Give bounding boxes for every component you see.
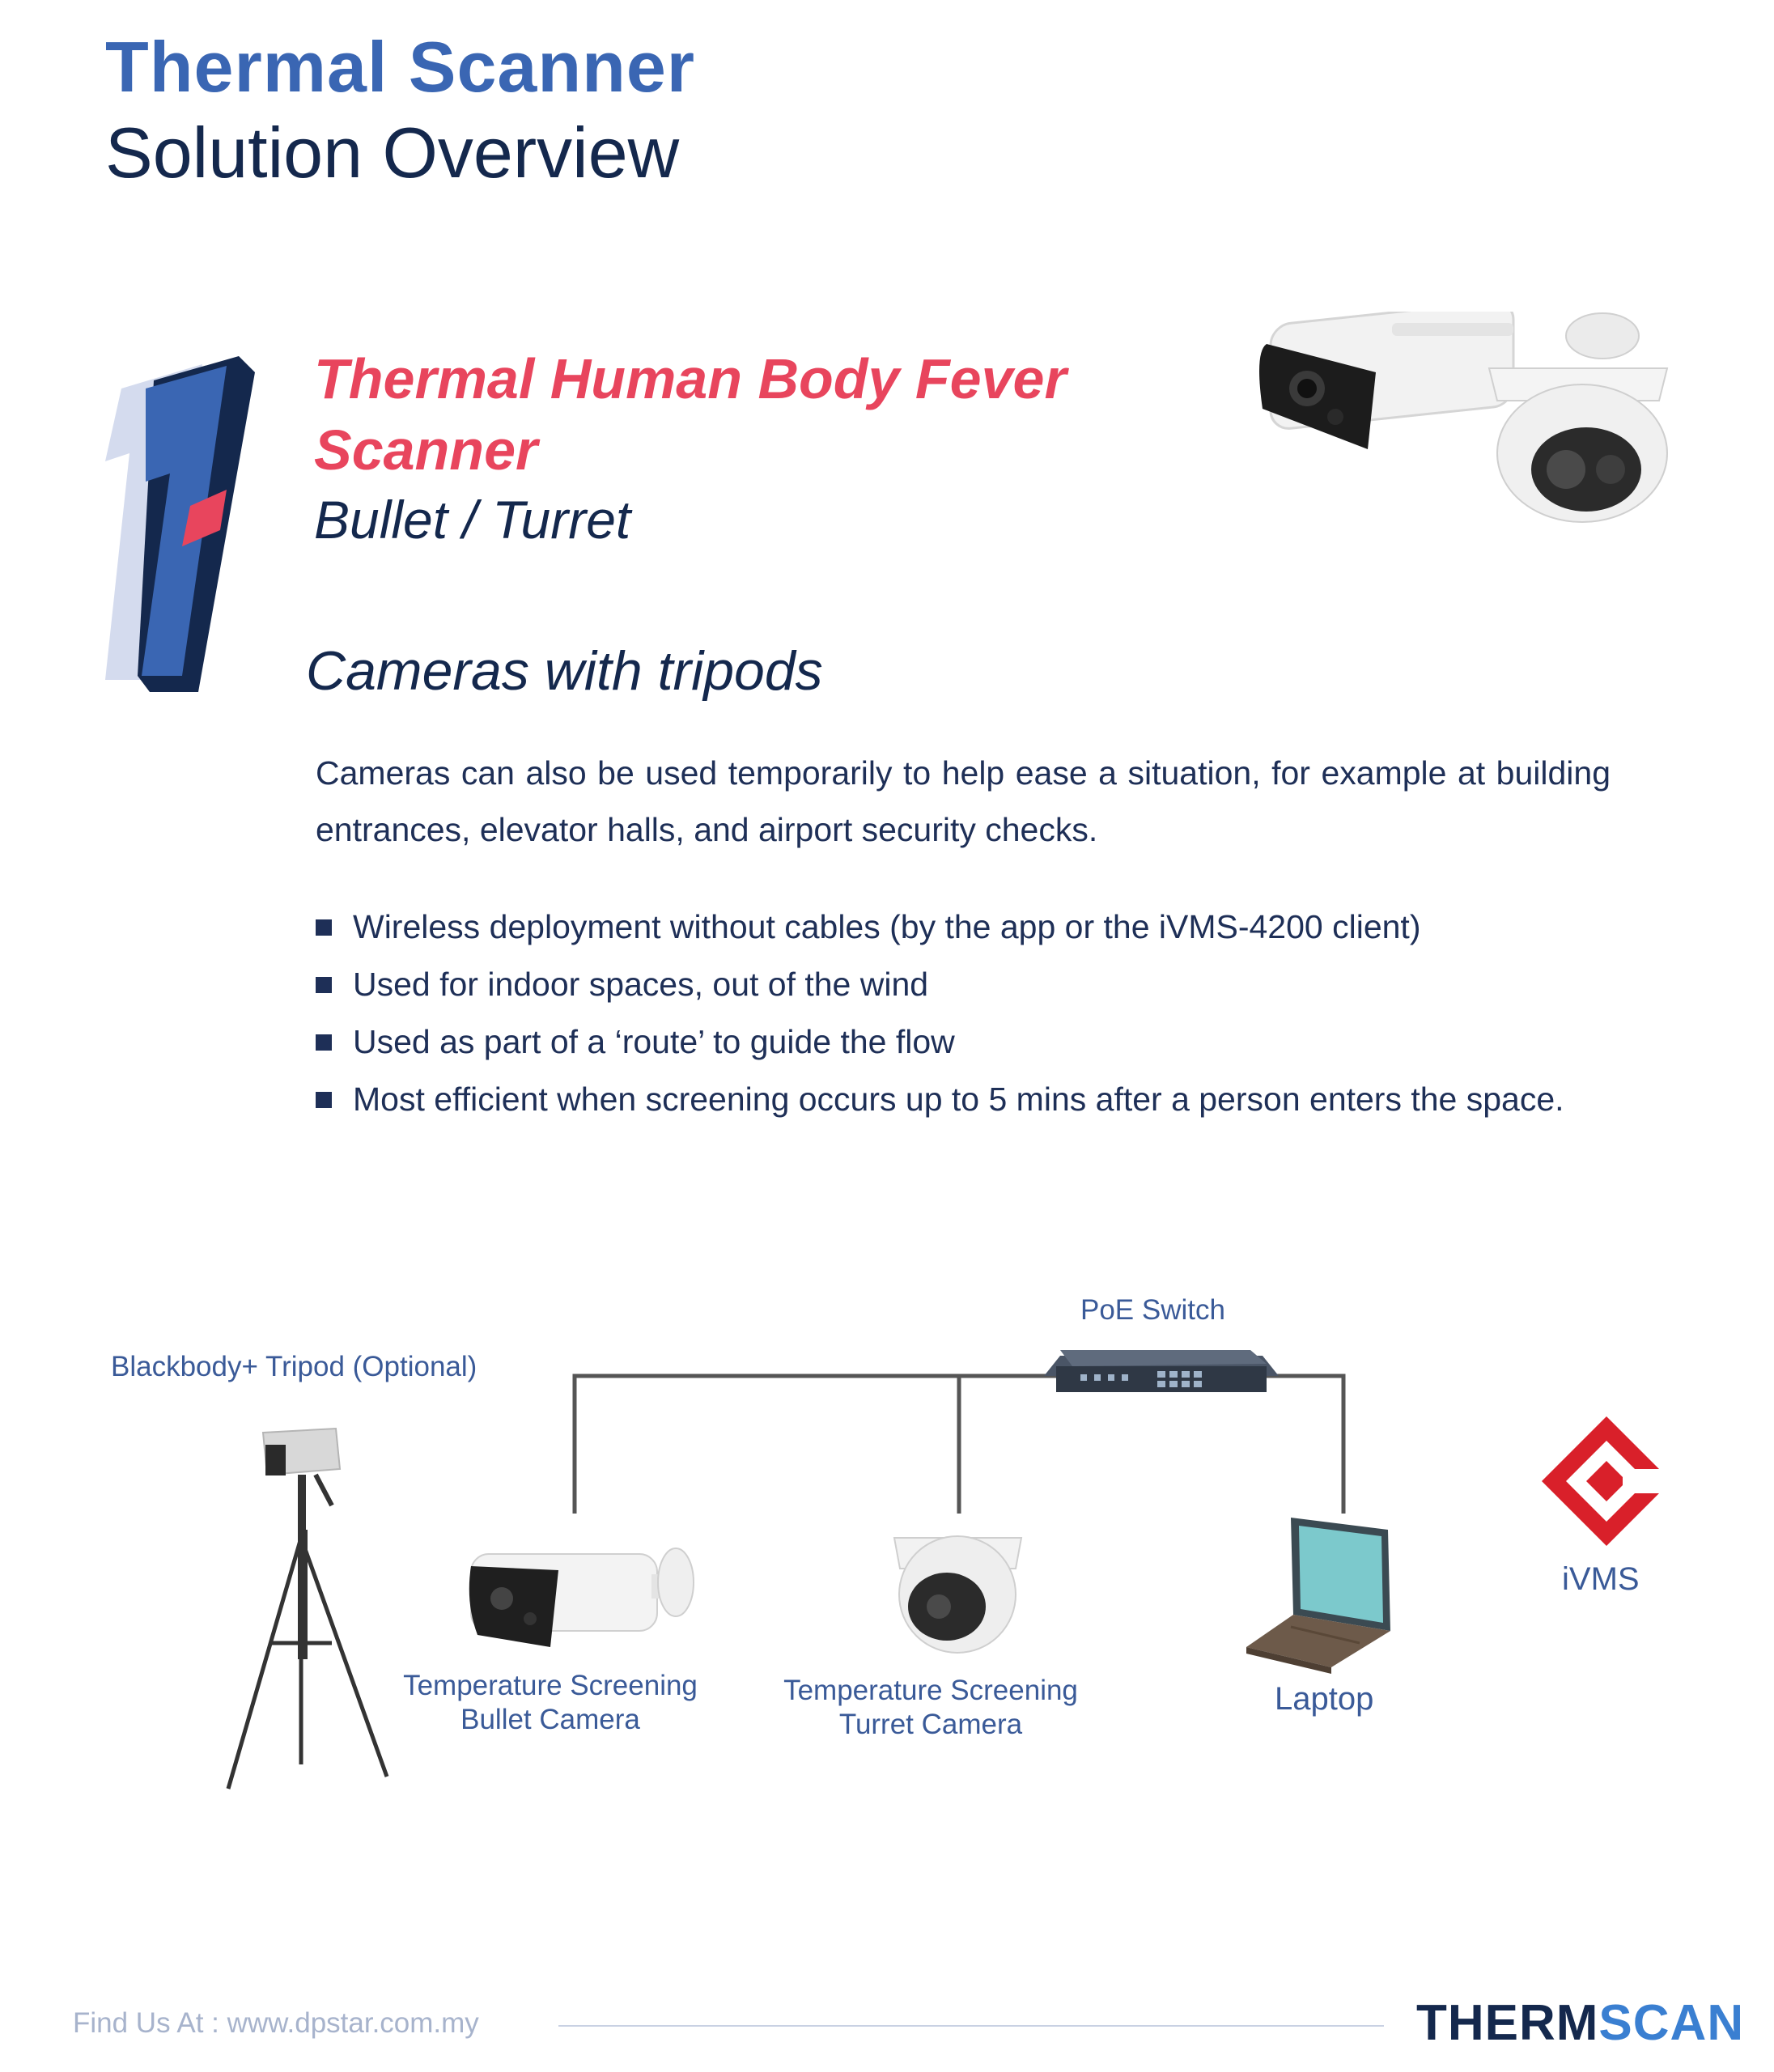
ivms-logo-icon [1542,1416,1671,1546]
square-bullet-icon [316,1092,332,1108]
square-bullet-icon [316,919,332,936]
hero-bullet-camera [1259,312,1513,449]
turret-camera-icon [894,1536,1021,1653]
hero-cameras-image [1246,312,1675,530]
section-number [0,0,1,1]
product-title [314,343,1107,486]
thermscan-logo: THERMSCAN [1416,1995,1745,2051]
section-heading: Cameras with tripods [306,640,823,702]
list-item: Wireless deployment without cables (by the app or the iVMS-4200 client) [316,898,1564,956]
connection-lines [575,1376,1343,1514]
blackbody-label: Blackbody+ Tripod (Optional) [111,1351,477,1382]
page-subtitle: Solution Overview [105,113,680,193]
list-item: Used as part of a ‘route’ to guide the flow [316,1013,1564,1071]
turret-camera-label: Temperature Screening Turret Camera [783,1675,1078,1740]
hero-turret-camera [1489,368,1667,522]
square-bullet-icon [316,1034,332,1051]
intro-paragraph: Cameras can also be used temporarily to help ease a situation, for example at building entrances, elevator halls, and airport security checks. [316,754,1611,848]
square-bullet-icon [316,977,332,993]
list-item: Used for indoor spaces, out of the wind [316,956,1564,1013]
bullet-camera-label: Temperature Screening Bullet Camera [403,1670,698,1735]
section-number-graphic [105,356,267,696]
poe-switch-label: PoE Switch [1080,1294,1225,1326]
product-subtitle: Bullet / Turret [314,490,631,550]
feature-list [316,898,1564,1128]
bullet-camera-icon [469,1548,694,1647]
laptop-label: Laptop [1275,1681,1374,1717]
list-item: Most efficient when screening occurs up to 5 mins after a person enters the space. [316,1071,1564,1128]
laptop-icon [1246,1518,1390,1674]
blackbody-tripod-icon [228,1429,387,1789]
ivms-label: iVMS [1562,1561,1640,1597]
network-diagram [0,1263,1774,1829]
poe-switch-icon [1044,1350,1279,1392]
product-title-text: Thermal Human Body Fever Scanner [314,347,1067,482]
footer-website[interactable]: Find Us At : www.dpstar.com.my [73,2007,479,2039]
footer-divider [558,2025,1384,2027]
page-title: Thermal Scanner [105,27,696,107]
